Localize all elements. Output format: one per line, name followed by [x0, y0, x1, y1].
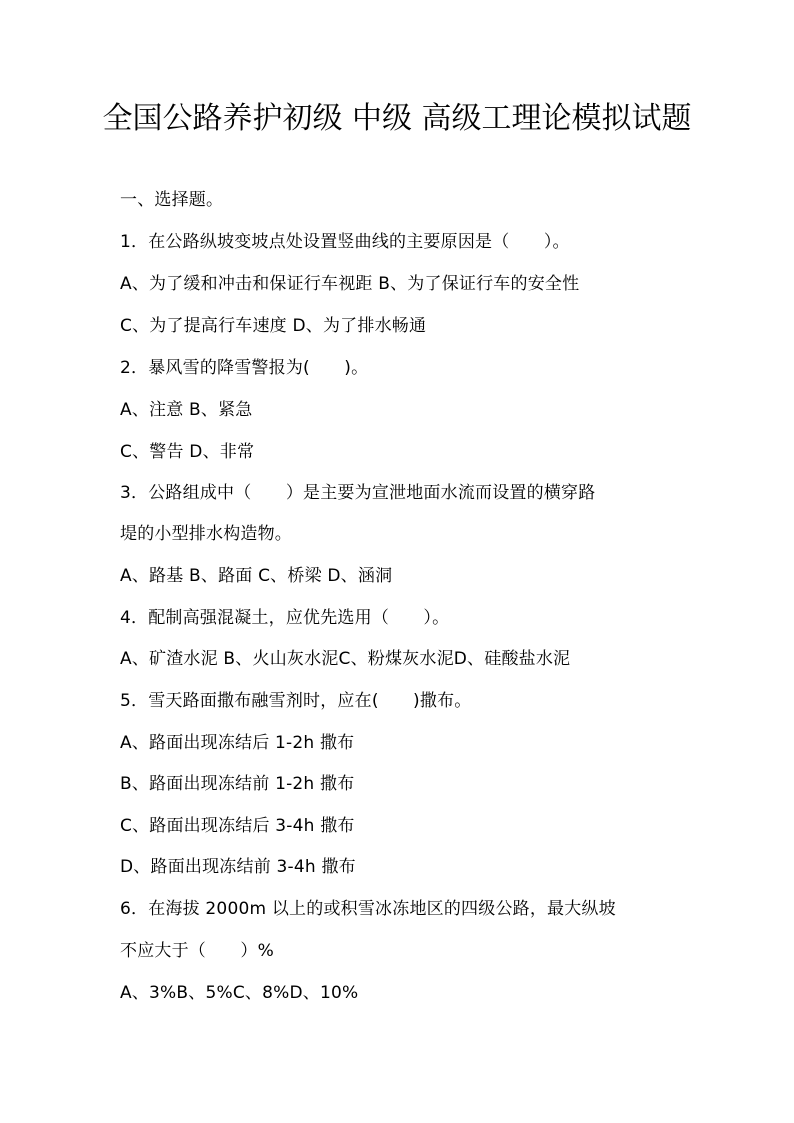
- question-4: 4．配制高强混凝土，应优先选用（ ）。: [120, 608, 450, 628]
- question-1: 1．在公路纵坡变坡点处设置竖曲线的主要原因是（ ）。: [120, 232, 570, 252]
- question-3-options: A、路基 B、路面 C、桥梁 D、涵洞: [120, 566, 393, 586]
- question-6-options: A、3%B、5%C、8%D、10%: [120, 983, 359, 1003]
- question-5-option-d: D、路面出现冻结前 3-4h 撒布: [120, 857, 356, 877]
- question-2-options-cd: C、警告 D、非常: [120, 442, 255, 462]
- question-1-options-cd: C、为了提高行车速度 D、为了排水畅通: [120, 316, 427, 336]
- section-heading: 一、选择题。: [120, 190, 224, 210]
- question-5-option-a: A、路面出现冻结后 1-2h 撒布: [120, 733, 355, 753]
- document-title: 全国公路养护初级 中级 高级工理论模拟试题: [102, 101, 692, 136]
- question-2: 2．暴风雪的降雪警报为( )。: [120, 358, 369, 378]
- question-5-option-c: C、路面出现冻结后 3-4h 撒布: [120, 816, 355, 836]
- question-3-line-1: 3．公路组成中（ ）是主要为宣泄地面水流而设置的横穿路: [120, 483, 596, 503]
- question-1-options-ab: A、为了缓和冲击和保证行车视距 B、为了保证行车的安全性: [120, 274, 580, 294]
- question-2-options-ab: A、注意 B、紧急: [120, 400, 253, 420]
- question-3-line-2: 堤的小型排水构造物。: [120, 524, 292, 544]
- question-4-options: A、矿渣水泥 B、火山灰水泥C、粉煤灰水泥D、硅酸盐水泥: [120, 649, 571, 669]
- question-6-line-1: 6．在海拔 2000m 以上的或积雪冰冻地区的四级公路，最大纵坡: [120, 899, 616, 919]
- question-6-line-2: 不应大于（ ）%: [120, 941, 274, 961]
- question-5-option-b: B、路面出现冻结前 1-2h 撒布: [120, 774, 355, 794]
- question-5: 5．雪天路面撒布融雪剂时，应在( )撒布。: [120, 691, 472, 711]
